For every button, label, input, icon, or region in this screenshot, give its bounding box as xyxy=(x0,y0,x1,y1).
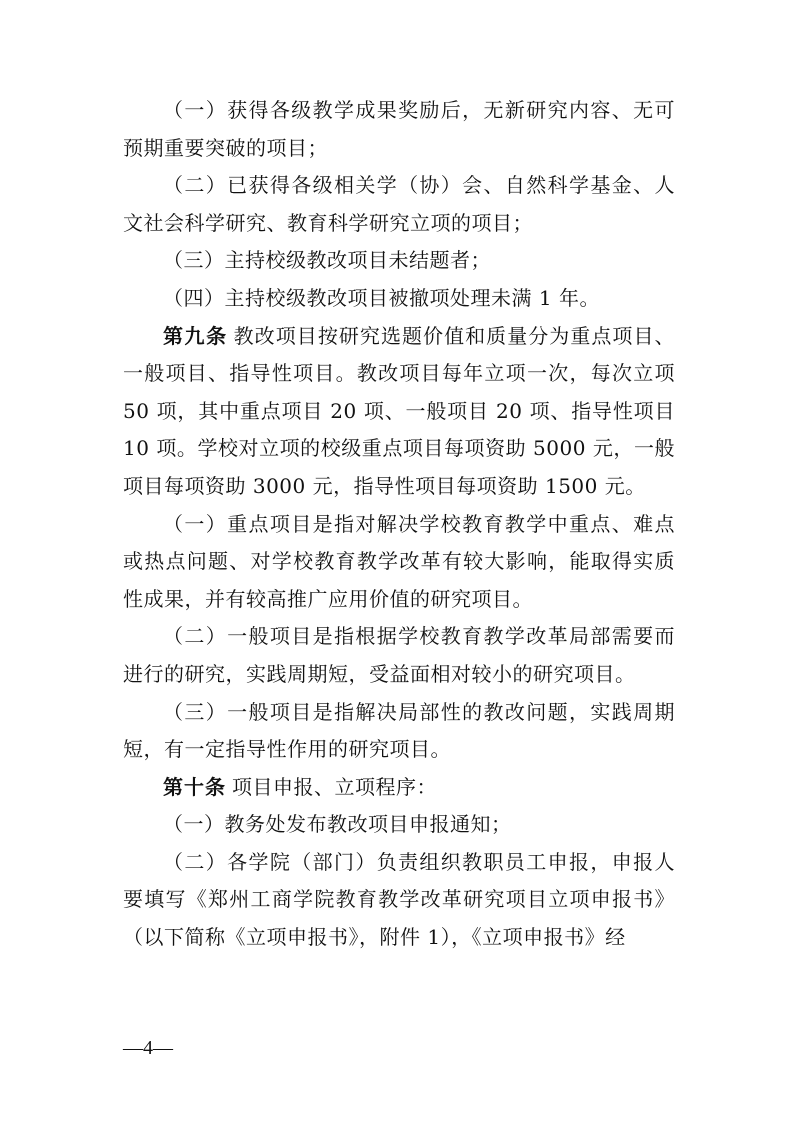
article-9-paragraph: 第九条 教改项目按研究选题价值和质量分为重点项目、一般项目、指导性项目。教改项目每年立项一次，每次立项 50 项，其中重点项目 20 项、一般项目 20 项、指导性项目 10 项。学校对立项的校级重点项目每项资助 5000 元，一般项目每项资助 3000 元，指导性项目每项资助 1500 元。 xyxy=(123,323,676,498)
paragraph-clause-1: （一）获得各级教学成果奖励后，无新研究内容、无可预期重要突破的项目； xyxy=(123,98,675,160)
article-9-heading: 第九条 xyxy=(163,323,228,348)
article-10-item-2: （二）各学院（部门）负责组织教职员工申报，申报人要填写《郑州工商学院教育教学改革研究项目立项申报书》（以下简称《立项申报书》，附件 1），《立项申报书》经 xyxy=(123,849,675,950)
article-9-item-3: （三）一般项目是指解决局部性的教改问题，实践周期短，有一定指导性作用的研究项目。 xyxy=(123,699,675,762)
document-body xyxy=(123,92,675,957)
paragraph-clause-3: （三）主持校级教改项目未结题者； xyxy=(163,248,491,273)
page-number: —4— xyxy=(123,1037,173,1059)
paragraph-clause-4: （四）主持校级教改项目被撤项处理未满 1 年。 xyxy=(163,285,600,310)
paragraph-clause-2: （二）已获得各级相关学（协）会、自然科学基金、人文社会科学研究、教育科学研究立项的项目； xyxy=(123,173,675,235)
article-9-item-2: （二）一般项目是指根据学校教育教学改革局部需要而进行的研究，实践周期短，受益面相对较小的研究项目。 xyxy=(123,624,675,686)
article-10-heading: 第十条 xyxy=(163,774,226,799)
article-9-item-1: （一）重点项目是指对解决学校教育教学中重点、难点或热点问题、对学校教育教学改革有较大影响，能取得实质性成果，并有较高推广应用价值的研究项目。 xyxy=(123,511,675,611)
article-10-item-1: （一）教务处发布教改项目申报通知； xyxy=(163,812,512,837)
article-10-paragraph: 第十条 项目申报、立项程序： xyxy=(163,774,437,799)
